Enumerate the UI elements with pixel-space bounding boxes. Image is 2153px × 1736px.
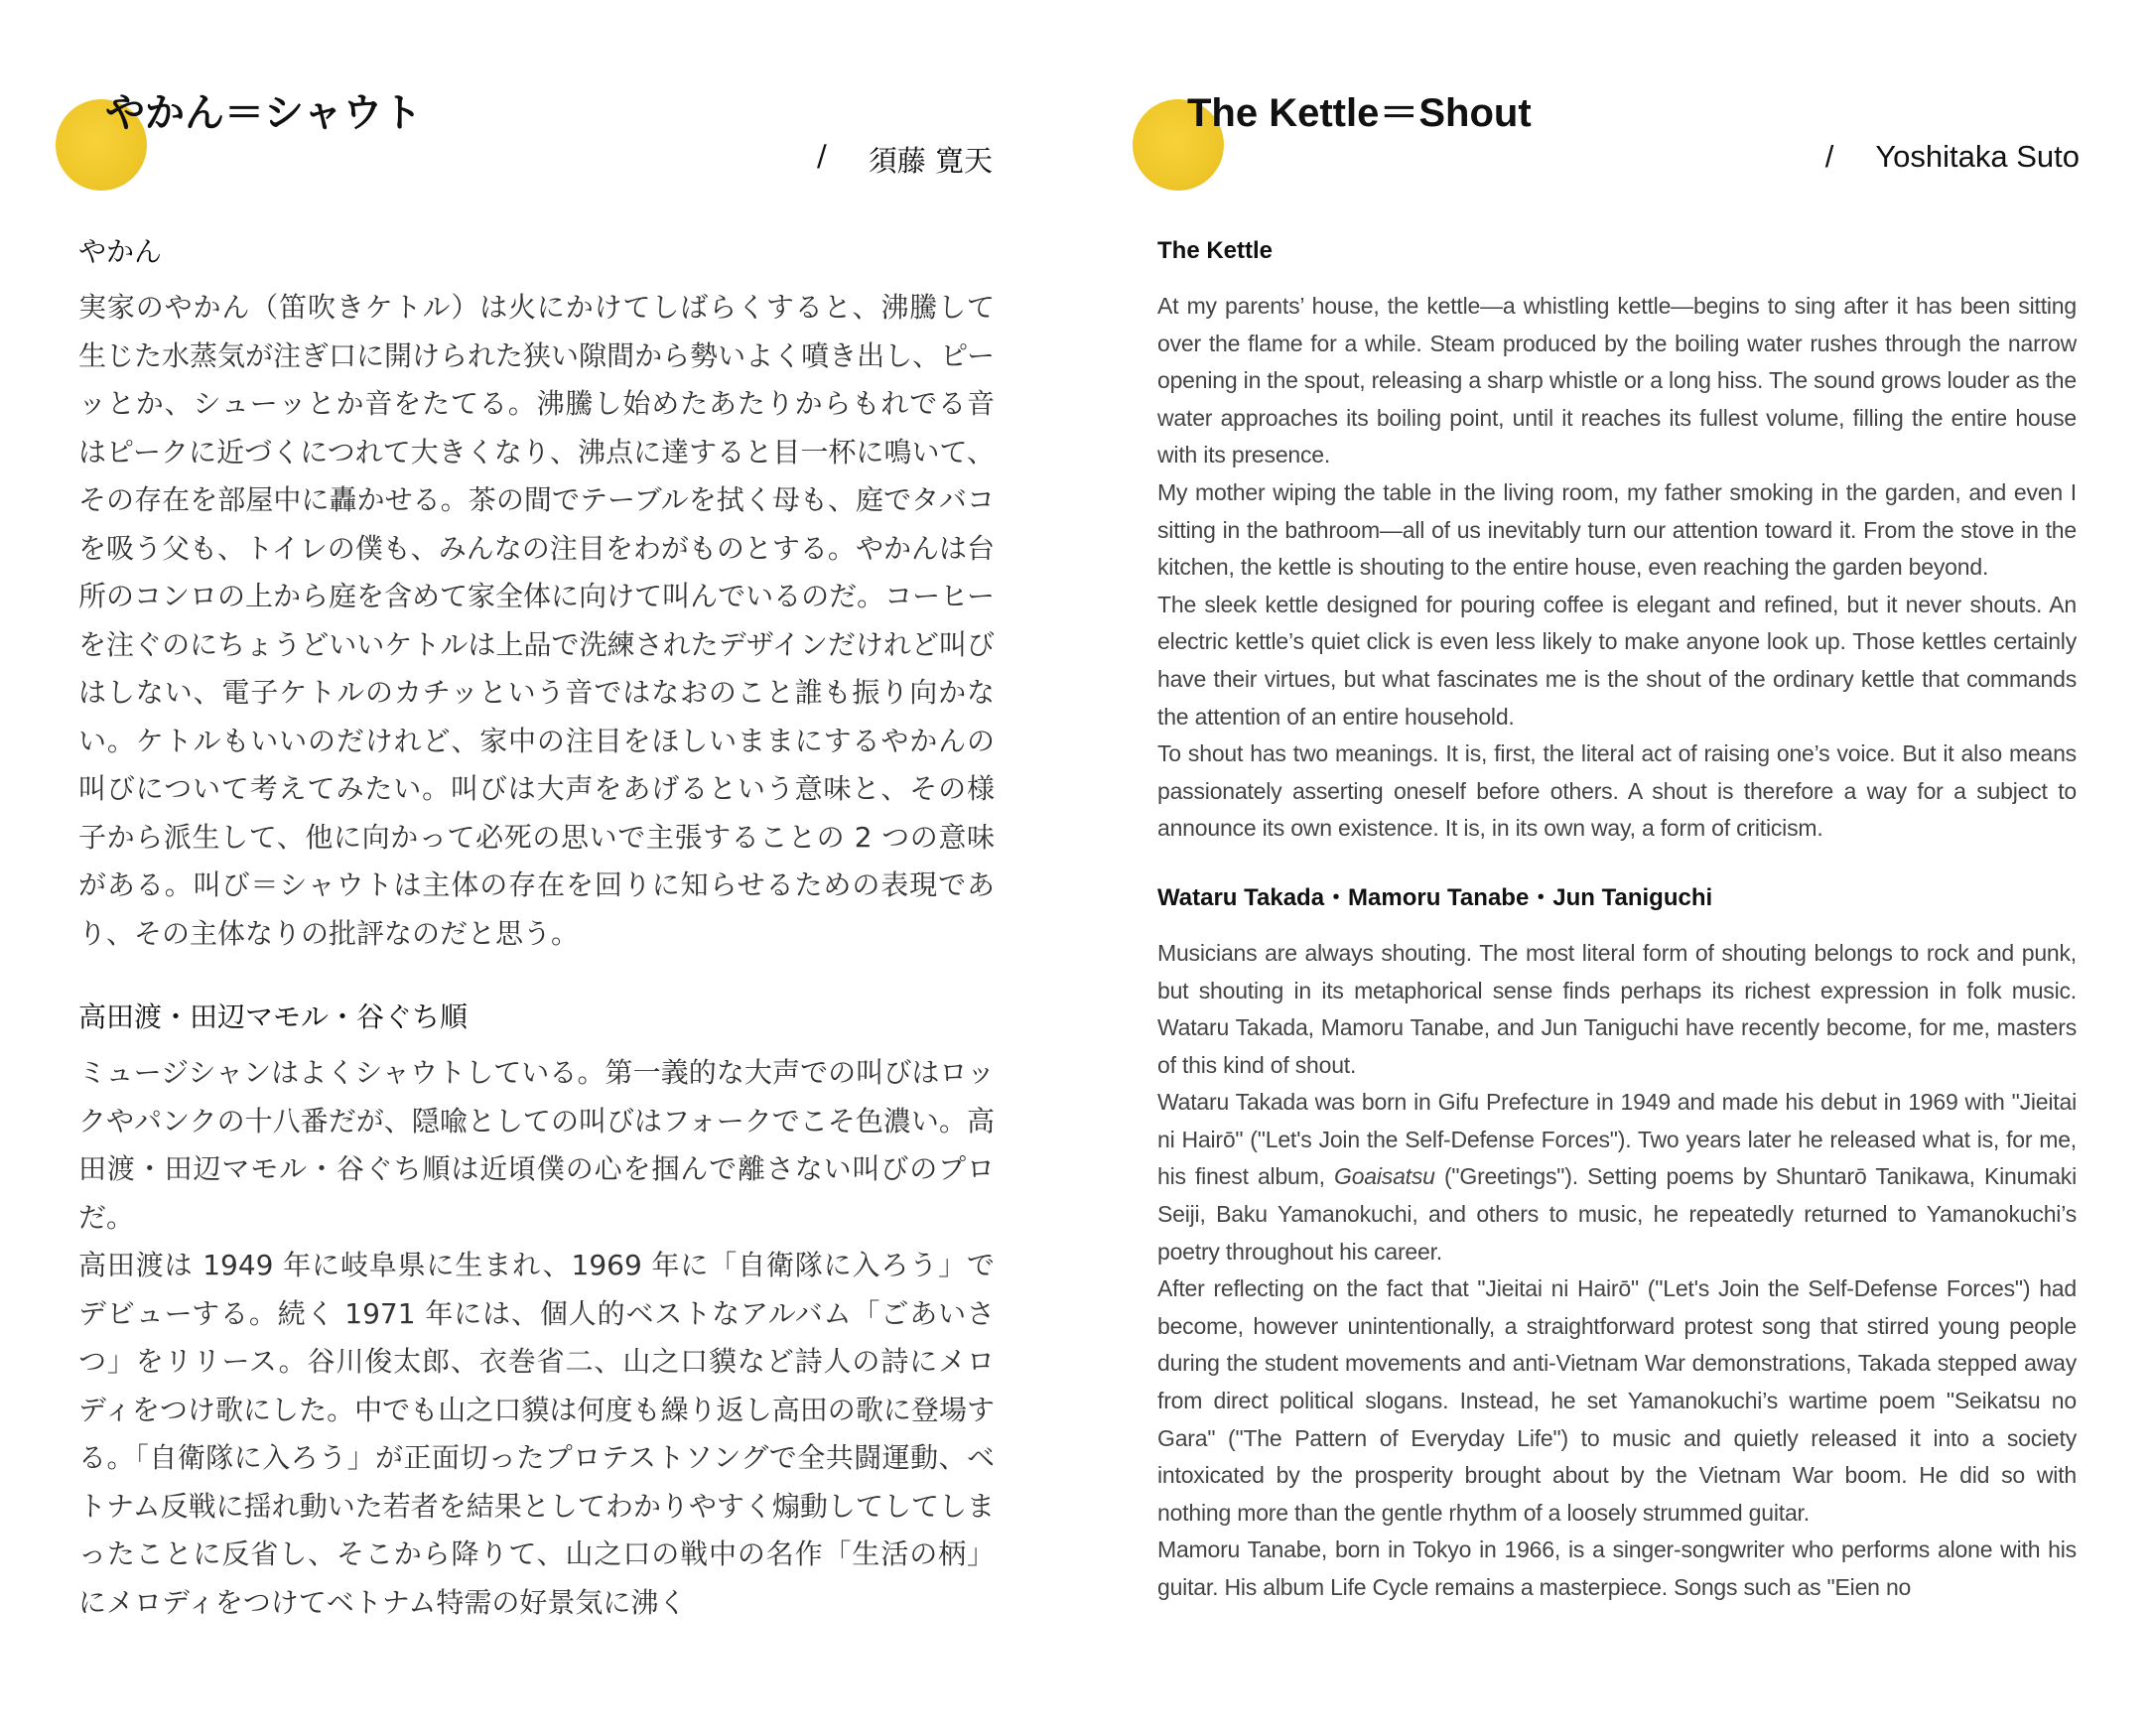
paragraph: Mamoru Tanabe, born in Tokyo in 1966, is a singer-songwriter who performs alone with his guitar. His album Life Cycle remains a masterpiece. Songs such as "Eien no [1157,1536,2077,1600]
album-title: Goaisatsu [1334,1163,1435,1190]
page-title: やかん＝シャウト [105,90,423,136]
paragraph: 高田渡は 1949 年に岐阜県に生まれ、1969 年に「自衛隊に入ろう」でデビューする。続く 1971 年には、個人的ベストなアルバム「ごあいさつ」をリリース。谷川俊太郎、衣巻省二、山之口貘など詩人の詩にメロディをつけ歌にした。中でも山之口貘は何度も繰り返し高田の歌に登場する。「自衛隊に入ろう」が正面切ったプロテストソングで全共闘運動、ベトナム反戦に揺れ動いた若者を結果としてわかりやすく煽動してしてしまったことに反省し、そこから降りて、山之口の戦中の名作「生活の柄」にメロディをつけてベトナム特需の好景気に沸く [78,1249,995,1619]
body-column [78,232,995,1627]
section-heading: 高田渡・田辺マモル・谷ぐち順 [78,1001,469,1033]
section-heading: Wataru Takada・Mamoru Tanabe・Jun Taniguchi [1157,883,1713,911]
author-name: Yoshitaka Suto [1875,139,2080,174]
author-slash: / [817,139,827,173]
paragraph: After reflecting on the fact that "Jieitai ni Hairō" ("Let's Join the Self-Defense Forces") had become, however unintentionally, a straightforward protest song that stirred young people during the student movements and anti-Vietnam War demonstrations, Takada stepped away from direct political slogans. Instead, he set Yamanokuchi’s wartime poem "Seikatsu no Gara" ("The Pattern of Everyday Life") to music and quietly released it into a society intoxicated by the prosperity brought about by the Vietnam War boom. He did so with nothing more than the gentle rhythm of a loosely strummed guitar. [1157,1275,2077,1526]
paragraph: 実家のやかん（笛吹きケトル）は火にかけてしばらくすると、沸騰して生じた水蒸気が注ぎ口に開けられた狭い隙間から勢いよく噴き出し、ピーッとか、シューッとか音をたてる。沸騰し始めたあたりからもれでる音はピークに近づくにつれて大きくなり、沸点に達すると目一杯に鳴いて、その存在を部屋中に轟かせる。茶の間でテーブルを拭く母も、庭でタバコを吸う父も、トイレの僕も、みんなの注目をわがものとする。やかんは台所のコンロの上から庭を含めて家全体に向けて叫んでいるのだ。コーヒーを注ぐのにちょうどいいケトルは上品で洗練されたデザインだけれど叫びはしない、電子ケトルのカチッという音ではなおのこと誰も振り向かない。ケトルもいいのだけれど、家中の注目をほしいままにするやかんの叫びについて考えてみたい。叫びは大声をあげるという意味と、その様子から派生して、他に向かって必死の思いで主張することの 2 つの意味がある。叫び＝シャウトは主体の存在を回りに知らせるための表現であり、その主体なりの批評なのだと思う。 [78,291,995,950]
author-line [1825,139,2080,175]
section-heading: やかん [78,235,163,268]
paragraph: ミュージシャンはよくシャウトしている。第一義的な大声での叫びはロックやパンクの十八番だが、隠喩としての叫びはフォークでこそ色濃い。高田渡・田辺マモル・谷ぐち順は近頃僕の心を掴んで離さない叫びのプロだ。 [78,1056,995,1234]
paragraph: To shout has two meanings. It is, first, the literal act of raising one’s voice. But it also means passionately asserting oneself before others. A shout is therefore a way for a subject to announce its own existence. It is, in its own way, a form of criticism. [1157,740,2077,842]
english-page [1077,0,2153,1736]
page-title: The Kettle＝Shout [1187,91,1532,135]
japanese-page [0,0,1076,1736]
paragraph-text: Wataru Takada was born in Gifu Prefecture in 1949 and made his debut in 1969 with "Jieitai ni Hairō" ("Let's Join the Self-Defense Forces"). Two years later he released what is, for me, his finest album, [1157,1089,2077,1190]
paragraph: Musicians are always shouting. The most literal form of shouting belongs to rock and punk, but shouting in its metaphorical sense finds perhaps its richest expression in folk music. Wataru Takada, Mamoru Tanabe, and Jun Taniguchi have recently become, for me, masters of this kind of shout. [1157,939,2077,1078]
section-heading: The Kettle [1157,237,1274,264]
author-slash: / [1824,139,1834,174]
body-column [1157,234,2077,1607]
paragraph-text: ("Greetings"). Setting poems by Shuntarō Tanikawa, Kinumaki Seiji, Baku Yamanokuchi, and others to music, he repeatedly returned to Yamanokuchi’s poetry throughout his career. [1157,1163,2078,1265]
paragraph: The sleek kettle designed for pouring coffee is elegant and refined, but it never shouts. An electric kettle’s quiet click is even less likely to make anyone look up. Those kettles certainly have their virtues, but what fascinates me is the shout of the ordinary kettle that commands the attention of an entire household. [1157,591,2077,730]
author-line [817,139,993,180]
author-name: 須藤 寛天 [868,144,993,178]
paragraph [1157,1084,2077,1270]
paragraph: My mother wiping the table in the living room, my father smoking in the garden, and even I sitting in the bathroom—all of us inevitably turn our attention toward it. From the stove in the kitchen, the kettle is shouting to the entire house, even reaching the garden beyond. [1157,478,2077,581]
paragraph: At my parents’ house, the kettle—a whistling kettle—begins to sing after it has been sitting over the flame for a while. Steam produced by the boiling water rushes through the narrow opening in the spout, releasing a sharp whistle or a long hiss. The sound grows louder as the water approaches its boiling point, until it reaches its fullest volume, filling the entire house with its presence. [1157,293,2077,468]
